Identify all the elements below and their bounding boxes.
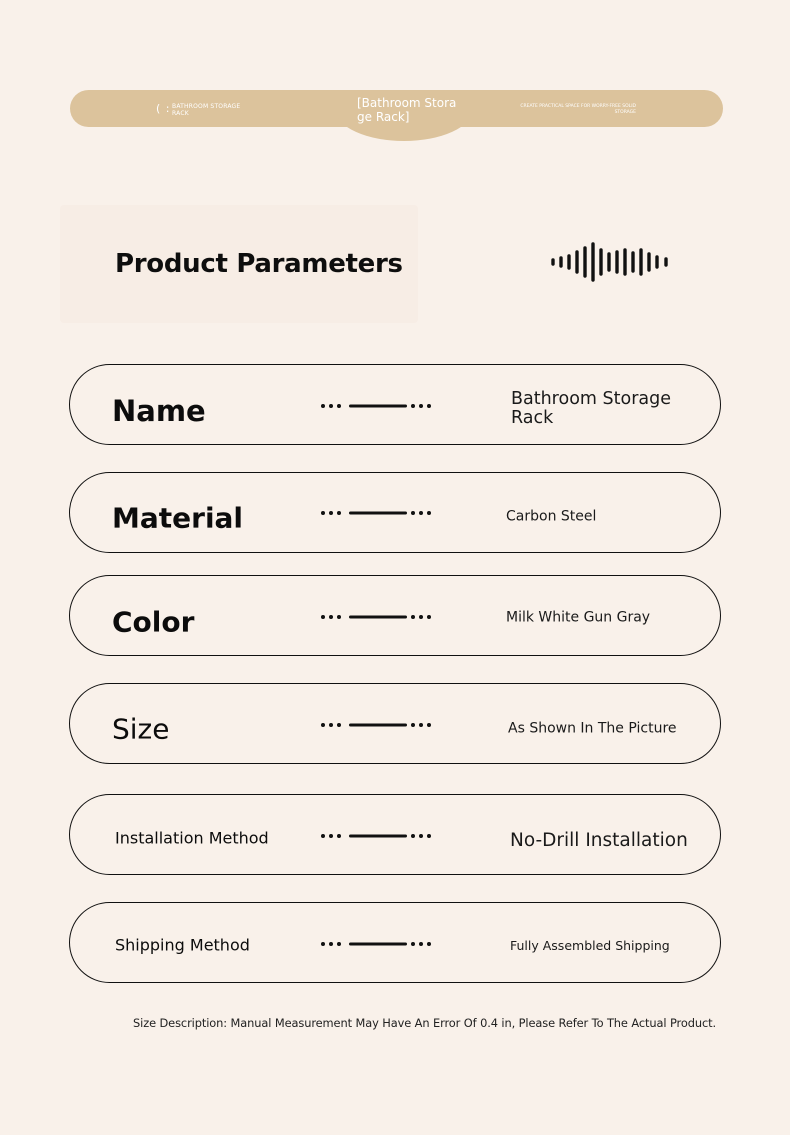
param-value: No-Drill Installation <box>510 829 688 851</box>
brand-mark-icon: ( : <box>156 102 171 115</box>
dash-divider-icon <box>320 614 432 620</box>
param-row-size <box>69 683 721 764</box>
param-row-installation <box>69 794 721 875</box>
param-label: Size <box>112 712 170 746</box>
param-label: Material <box>112 501 244 535</box>
dash-divider-icon <box>320 833 432 839</box>
param-value: Carbon Steel <box>506 508 597 525</box>
banner-slogan: CREATE PRACTICAL SPACE FOR WORRY-FREE SOLID STORAGE <box>520 104 636 115</box>
param-value: Milk White Gun Gray <box>506 609 651 626</box>
sound-wave-icon <box>549 242 673 282</box>
param-value: Bathroom Storage Rack <box>511 388 671 428</box>
size-description-note: Size Description: Manual Measurement May Have An Error Of 0.4 in, Please Refer To The Actual Product. <box>133 1016 717 1030</box>
param-label: Shipping Method <box>115 935 250 955</box>
param-value: As Shown In The Picture <box>508 720 677 737</box>
page-title: Product Parameters <box>115 249 403 279</box>
banner-title: [Bathroom Storage Rack] <box>357 96 457 124</box>
param-row-name <box>69 364 721 445</box>
brand-text: BATHROOM STORAGE RACK <box>172 103 241 117</box>
dash-divider-icon <box>320 510 432 516</box>
param-label: Color <box>112 605 195 639</box>
param-value: Fully Assembled Shipping <box>510 938 670 954</box>
param-row-material <box>69 472 721 553</box>
param-label: Installation Method <box>115 828 269 848</box>
param-row-color <box>69 575 721 656</box>
param-row-shipping <box>69 902 721 983</box>
dash-divider-icon <box>320 941 432 947</box>
param-label: Name <box>112 394 206 428</box>
dash-divider-icon <box>320 403 432 409</box>
dash-divider-icon <box>320 722 432 728</box>
